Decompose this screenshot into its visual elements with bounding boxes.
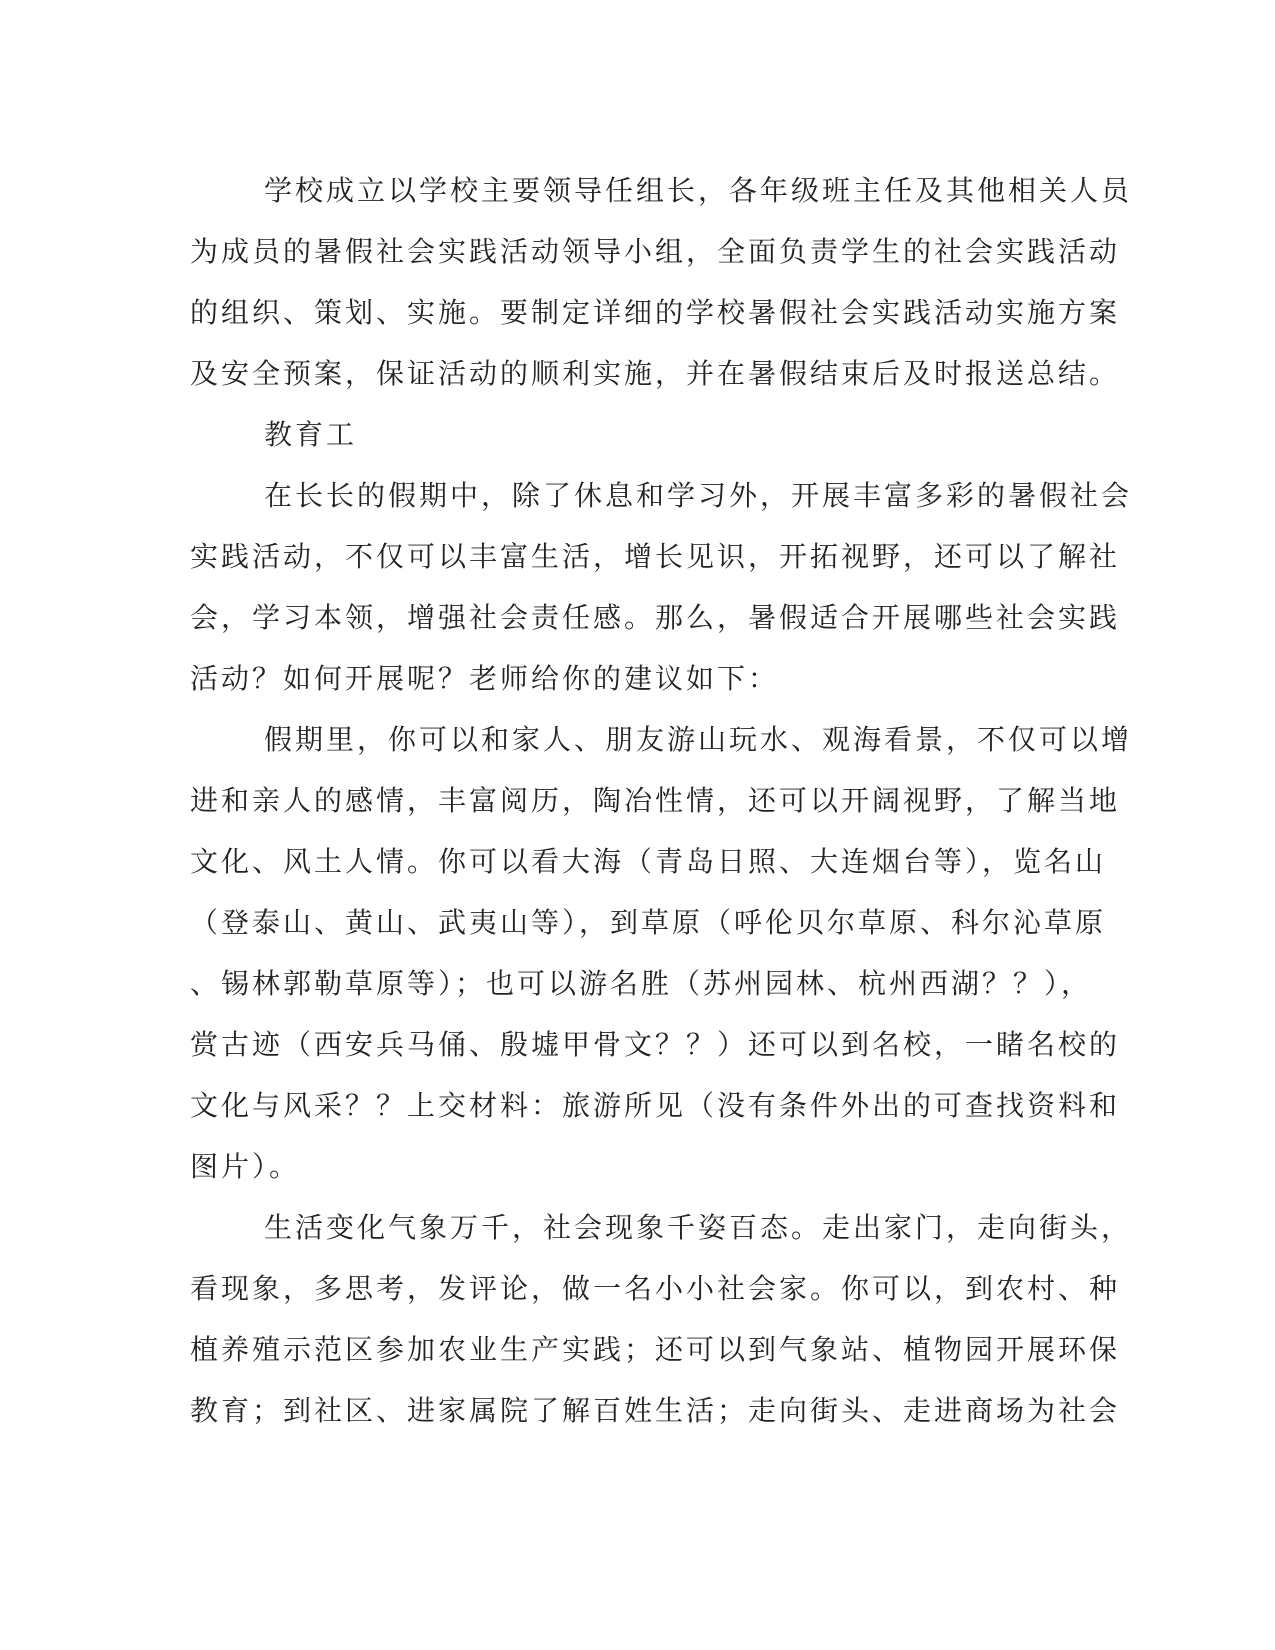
text-line: 实践活动，不仅可以丰富生活，增长见识，开拓视野，还可以了解社 [190, 540, 1121, 573]
paragraph-holiday-intro [190, 465, 1133, 709]
text-line: 在长长的假期中，除了休息和学习外，开展丰富多彩的暑假社会 [264, 479, 1133, 512]
text-line: 教育；到社区、进家属院了解百姓生活；走向街头、走进商场为社会 [190, 1394, 1121, 1427]
text-line: 学校成立以学校主要领导任组长，各年级班主任及其他相关人员 [264, 174, 1133, 207]
text-line: 的组织、策划、实施。要制定详细的学校暑假社会实践活动实施方案 [190, 296, 1121, 329]
text-line: 赏古迹（西安兵马俑、殷墟甲骨文？？）还可以到名校，一睹名校的 [190, 1028, 1121, 1061]
paragraph-heading-education [190, 404, 1080, 465]
document-body [190, 160, 1133, 1441]
text-line: （登泰山、黄山、武夷山等），到草原（呼伦贝尔草原、科尔沁草原 [190, 906, 1107, 939]
text-line: 为成员的暑假社会实践活动领导小组，全面负责学生的社会实践活动 [190, 235, 1121, 268]
text-line: 活动？如何开展呢？老师给你的建议如下： [190, 662, 780, 695]
text-line: 图片）。 [190, 1150, 301, 1183]
text-line: 文化、风土人情。你可以看大海（青岛日照、大连烟台等），览名山 [190, 845, 1107, 878]
text-line: 、锡林郭勒草原等）；也可以游名胜（苏州园林、杭州西湖？？）， [190, 967, 1093, 1000]
text-line: 看现象，多思考，发评论，做一名小小社会家。你可以，到农村、种 [190, 1272, 1121, 1305]
paragraph-travel [190, 709, 1133, 1197]
text-line: 及安全预案，保证活动的顺利实施，并在暑假结束后及时报送总结。 [190, 357, 1121, 390]
text-line: 假期里，你可以和家人、朋友游山玩水、观海看景，不仅可以增 [264, 723, 1133, 756]
text-line: 进和亲人的感情，丰富阅历，陶冶性情，还可以开阔视野，了解当地 [190, 784, 1121, 817]
text-line: 植养殖示范区参加农业生产实践；还可以到气象站、植物园开展环保 [190, 1333, 1121, 1366]
text-line: 文化与风采？？上交材料：旅游所见（没有条件外出的可查找资料和 [190, 1089, 1121, 1122]
text-line: 会，学习本领，增强社会责任感。那么，暑假适合开展哪些社会实践 [190, 601, 1121, 634]
paragraph-leadership-group [190, 160, 1133, 404]
paragraph-social-observation [190, 1197, 1133, 1441]
text-line: 教育工 [264, 418, 358, 451]
text-line: 生活变化气象万千，社会现象千姿百态。走出家门，走向街头， [264, 1211, 1133, 1244]
